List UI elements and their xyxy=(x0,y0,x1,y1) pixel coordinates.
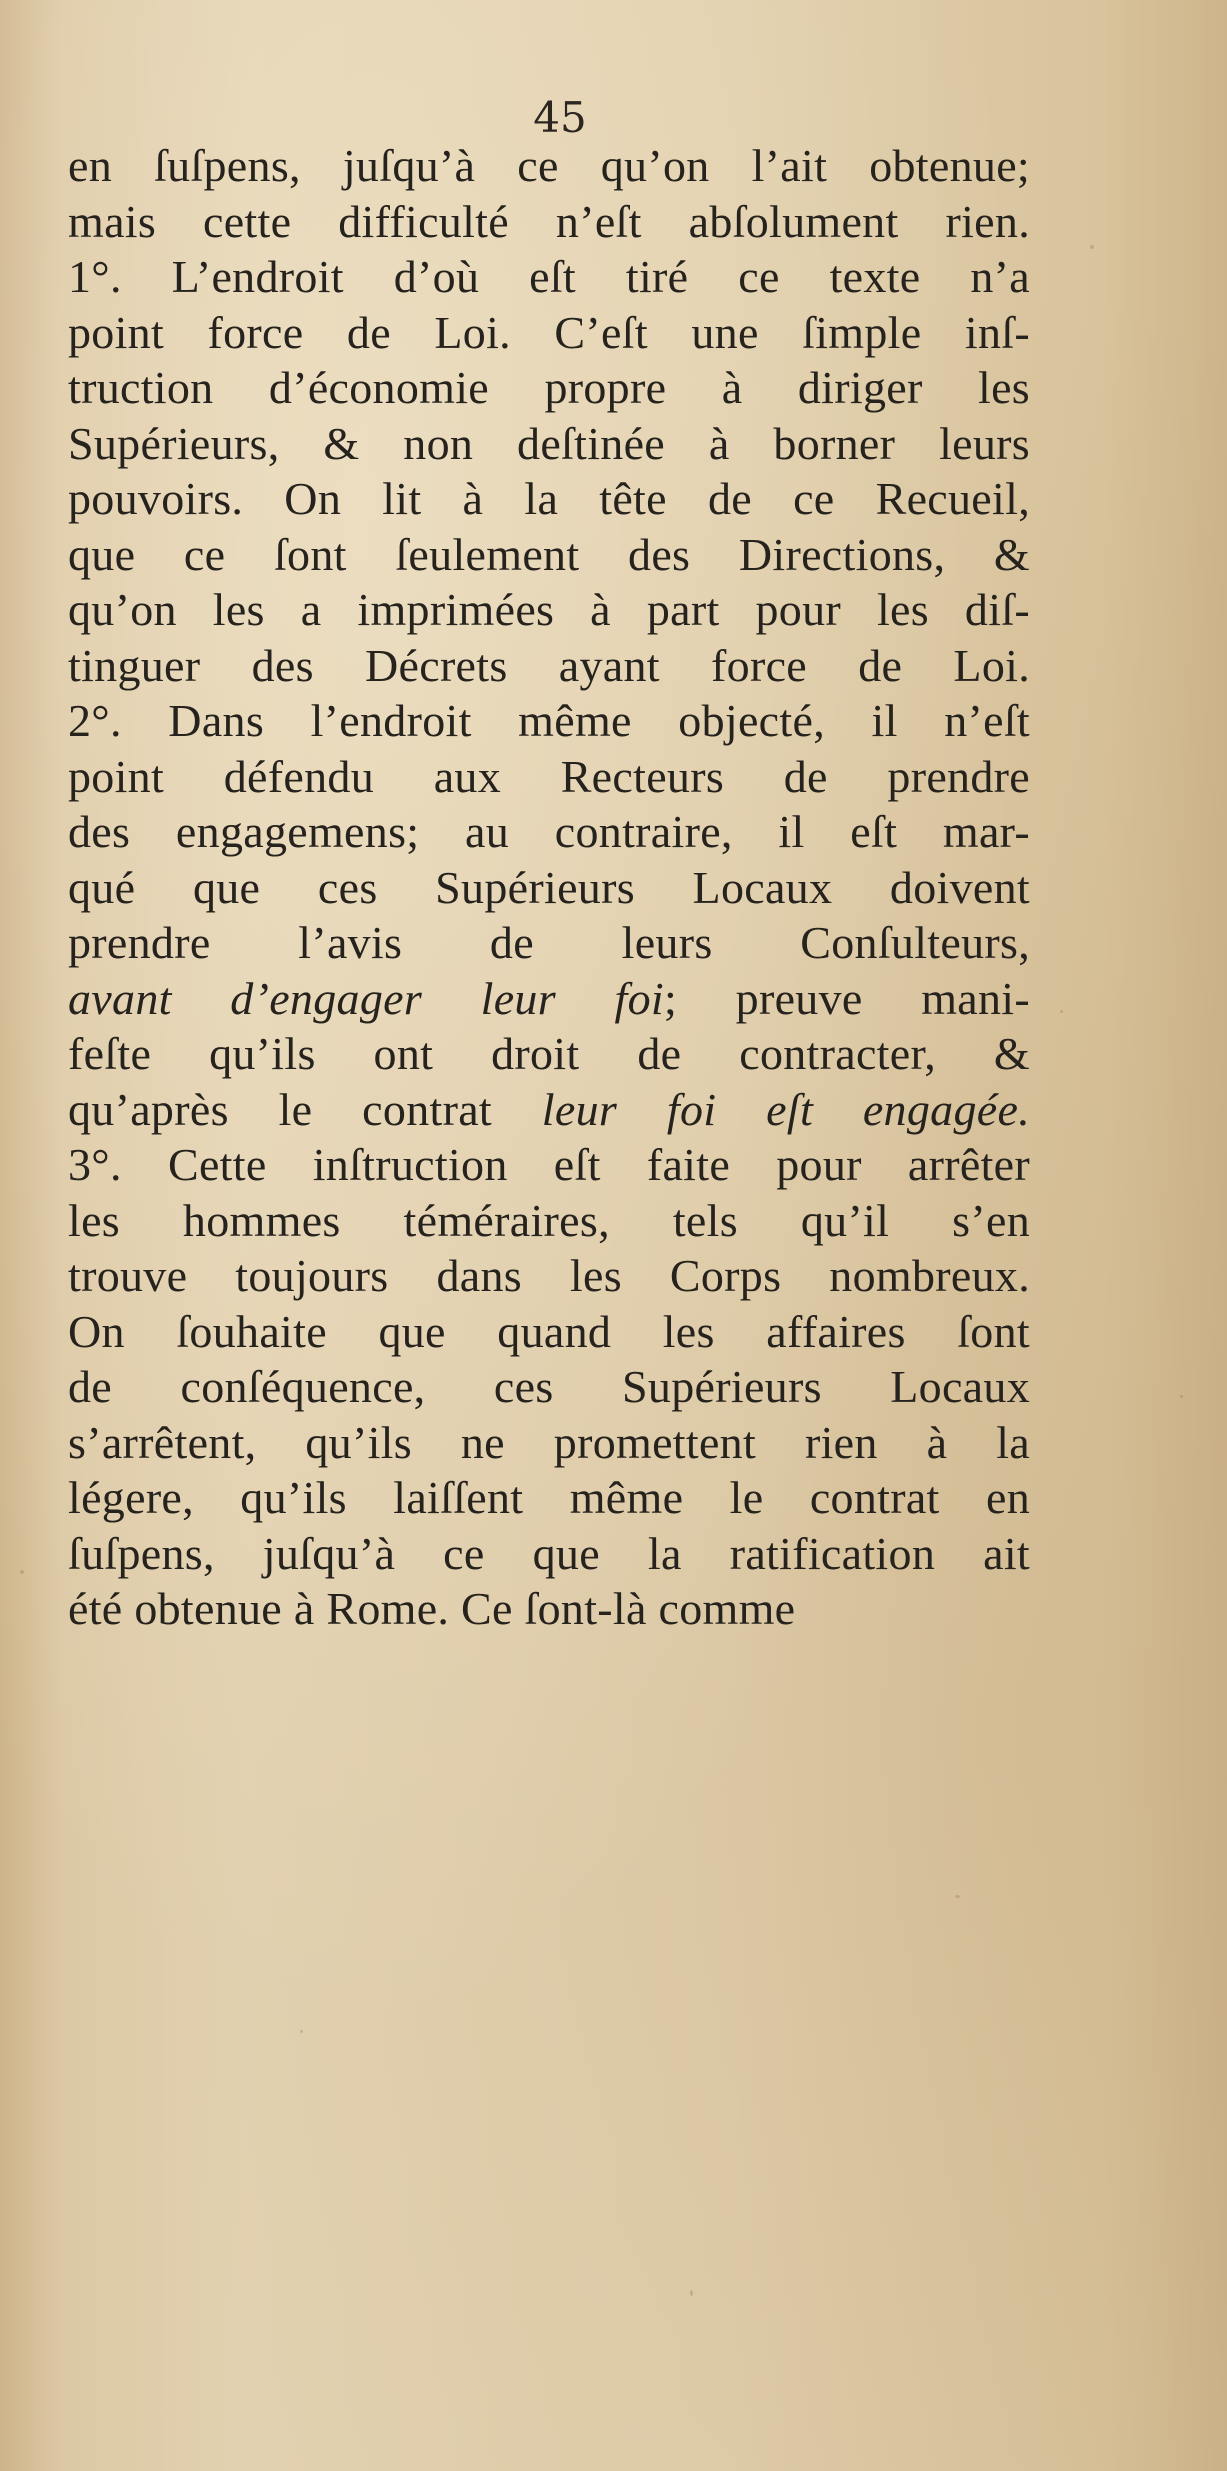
text-line xyxy=(68,915,1030,971)
text-line xyxy=(68,471,1030,527)
paper-speck xyxy=(1180,1395,1183,1398)
text-segment: point force de Loi. C’eſt une ſimple inſ- xyxy=(68,306,1030,358)
text-line xyxy=(68,249,1030,305)
text-line xyxy=(68,749,1030,805)
page-number: 45 xyxy=(533,93,587,142)
text-segment: qué que ces Supérieurs Locaux doivent xyxy=(68,861,1030,913)
text-segment: tinguer des Décrets ayant force de Loi. xyxy=(68,639,1030,691)
text-line xyxy=(68,582,1030,638)
text-segment: truction d’économie propre à diriger les xyxy=(68,362,1030,413)
text-segment: s’arrêtent, qu’ils ne promettent rien à la xyxy=(68,1416,1030,1468)
text-segment: les hommes téméraires, tels qu’il s’en xyxy=(68,1194,1030,1246)
text-segment: trouve toujours dans les Corps nombreux. xyxy=(68,1250,1030,1301)
text-line xyxy=(68,1359,1030,1415)
text-segment: 1°. L’endroit d’où eſt tiré ce texte n’a xyxy=(68,251,1030,302)
text-segment: qu’après le contrat xyxy=(68,1083,542,1135)
text-line xyxy=(68,1137,1030,1193)
italic-text: leur foi eſt engagée. xyxy=(541,1083,1030,1135)
text-segment: 3°. Cette inſtruction eſt faite pour arrêter xyxy=(68,1139,1030,1190)
text-segment: de conſéquence, ces Supérieurs Locaux xyxy=(68,1361,1030,1412)
italic-text: avant d’engager leur foi xyxy=(68,972,664,1024)
text-segment: pouvoirs. On lit à la tête de ce Recueil, xyxy=(68,473,1030,524)
text-line xyxy=(68,1248,1030,1304)
text-line xyxy=(68,138,1030,194)
text-segment: prendre l’avis de leurs Conſulteurs, xyxy=(68,917,1030,968)
paper-speck xyxy=(1090,245,1094,249)
text-segment: ; preuve mani- xyxy=(663,972,1030,1024)
text-line xyxy=(68,1193,1030,1249)
text-line xyxy=(68,416,1030,472)
text-line xyxy=(68,693,1030,749)
text-segment: mais cette difficulté n’eſt abſolument rien. xyxy=(68,195,1030,247)
paper-speck xyxy=(20,1570,24,1574)
text-line xyxy=(68,804,1030,860)
paper-speck xyxy=(690,2290,693,2296)
paper-speck xyxy=(1060,1010,1063,1013)
paper-speck xyxy=(300,2030,303,2033)
text-line xyxy=(68,194,1030,250)
text-line xyxy=(68,1304,1030,1360)
text-line xyxy=(68,1526,1030,1582)
text-segment: On ſouhaite que quand les affaires ſont xyxy=(68,1305,1030,1357)
text-segment: en ſuſpens, juſqu’à ce qu’on l’ait obtenue; xyxy=(68,140,1030,191)
text-line xyxy=(68,1470,1030,1526)
text-line xyxy=(68,1026,1030,1082)
text-segment: été obtenue à Rome. Ce ſont-là comme xyxy=(68,1583,796,1634)
text-segment: point défendu aux Recteurs de prendre xyxy=(68,750,1030,802)
text-segment: Supérieurs, & non deſtinée à borner leurs xyxy=(68,417,1030,469)
text-line xyxy=(68,1415,1030,1471)
text-segment: des engagemens; au contraire, il eſt mar- xyxy=(68,806,1030,857)
text-line xyxy=(68,1082,1030,1138)
text-segment: que ce ſont ſeulement des Directions, & xyxy=(68,528,1030,580)
text-line xyxy=(68,527,1030,583)
text-segment: 2°. Dans l’endroit même objecté, il n’eſt xyxy=(68,695,1030,746)
text-segment: feſte qu’ils ont droit de contracter, & xyxy=(68,1028,1030,1079)
text-line xyxy=(68,638,1030,694)
text-line xyxy=(68,860,1030,916)
text-segment: qu’on les a imprimées à part pour les diſ- xyxy=(68,584,1030,635)
text-segment: ſuſpens, juſqu’à ce que la ratification ait xyxy=(68,1527,1030,1579)
text-line xyxy=(68,1581,1030,1637)
text-line xyxy=(68,971,1030,1027)
text-line xyxy=(68,305,1030,361)
body-text xyxy=(68,138,1030,1637)
text-line xyxy=(68,360,1030,416)
paper-speck xyxy=(955,1895,960,1898)
text-segment: légere, qu’ils laiſſent même le contrat en xyxy=(68,1472,1030,1523)
